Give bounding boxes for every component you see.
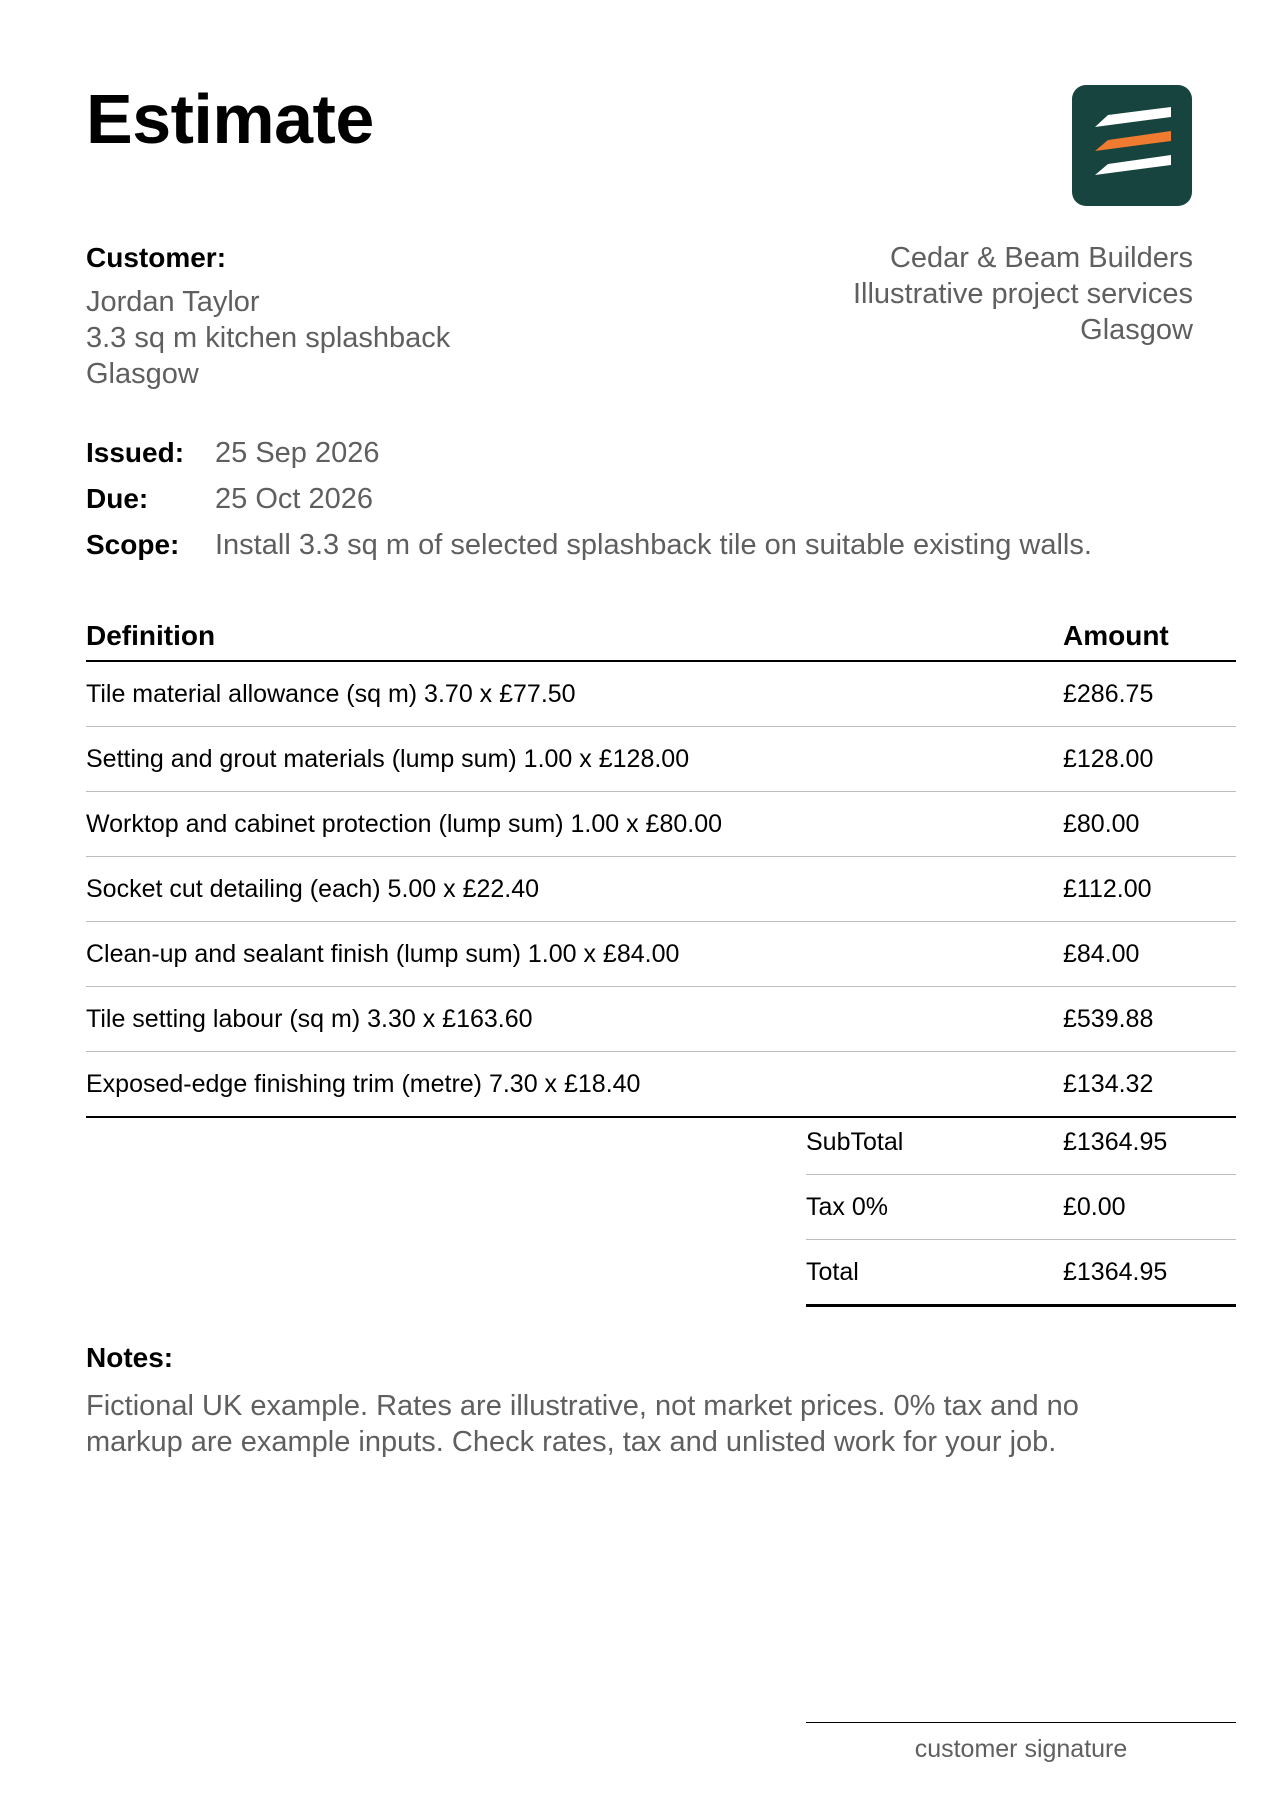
subtotal-label: SubTotal: [806, 1127, 904, 1156]
line-items-table: [86, 612, 1236, 1118]
company-block: [593, 240, 1193, 348]
item-amount: £84.00: [1063, 939, 1140, 968]
notes-section: [86, 1340, 1206, 1460]
due-row: [86, 476, 1206, 522]
item-description: Clean-up and sealant finish (lump sum) 1.00 x £84.00: [86, 939, 680, 968]
signature-line: [806, 1722, 1236, 1764]
table-row: [86, 922, 1236, 987]
customer-name: Jordan Taylor: [86, 286, 260, 318]
table-row: [86, 727, 1236, 792]
total-label: Total: [806, 1257, 859, 1286]
customer-label: Customer:: [86, 242, 227, 273]
item-amount: £80.00: [1063, 809, 1140, 838]
amount-header: Amount: [1063, 620, 1169, 651]
customer-city: Glasgow: [86, 358, 199, 390]
due-date: 25 Oct 2026: [215, 482, 373, 515]
item-amount: £128.00: [1063, 744, 1154, 773]
table-row: [86, 987, 1236, 1052]
scope-row: [86, 522, 1206, 568]
issued-row: [86, 430, 1206, 476]
issued-date: 25 Sep 2026: [215, 436, 380, 469]
table-row: [86, 662, 1236, 727]
item-amount: £286.75: [1063, 679, 1154, 708]
total-value: £1364.95: [1063, 1257, 1168, 1286]
signature-label: customer signature: [914, 1735, 1128, 1763]
table-row: [86, 792, 1236, 857]
tax-value: £0.00: [1063, 1192, 1126, 1221]
item-description: Socket cut detailing (each) 5.00 x £22.40: [86, 874, 540, 903]
tax-label: Tax 0%: [806, 1192, 888, 1221]
item-description: Tile material allowance (sq m) 3.70 x £77.50: [86, 679, 576, 708]
notes-body: Fictional UK example. Rates are illustrative, not market prices. 0% tax and no markup are example inputs. Check rates, tax and unlisted work for your job.: [86, 1390, 1079, 1458]
estimate-meta: [86, 430, 1206, 568]
scope-text: Install 3.3 sq m of selected splashback tile on suitable existing walls.: [215, 528, 1092, 561]
subtotal-value: £1364.95: [1063, 1127, 1168, 1156]
tax-row: [806, 1175, 1236, 1240]
item-description: Worktop and cabinet protection (lump sum) 1.00 x £80.00: [86, 809, 722, 838]
table-row: [86, 857, 1236, 922]
item-amount: £112.00: [1063, 874, 1152, 903]
total-row: [806, 1240, 1236, 1307]
item-description: Tile setting labour (sq m) 3.30 x £163.60: [86, 1004, 533, 1033]
item-amount: £539.88: [1063, 1004, 1154, 1033]
customer-project: 3.3 sq m kitchen splashback: [86, 322, 451, 354]
stacked-layers-logo-icon: [1072, 85, 1192, 206]
item-amount: £134.32: [1063, 1069, 1154, 1098]
notes-label: Notes:: [86, 1342, 174, 1373]
description-header: Definition: [86, 620, 216, 651]
totals-table: [806, 1110, 1236, 1307]
company-name: Cedar & Beam Builders: [889, 242, 1193, 274]
item-description: Setting and grout materials (lump sum) 1.00 x £128.00: [86, 744, 690, 773]
due-label: Due:: [86, 483, 149, 514]
scope-label: Scope:: [86, 529, 180, 560]
company-tagline: Illustrative project services: [852, 278, 1193, 310]
item-description: Exposed-edge finishing trim (metre) 7.30 x £18.40: [86, 1069, 641, 1098]
issued-label: Issued:: [86, 437, 185, 468]
page-title: Estimate: [86, 80, 374, 158]
table-header: [86, 612, 1236, 662]
subtotal-row: [806, 1110, 1236, 1175]
table-row: [86, 1052, 1236, 1118]
company-city: Glasgow: [1080, 314, 1193, 346]
